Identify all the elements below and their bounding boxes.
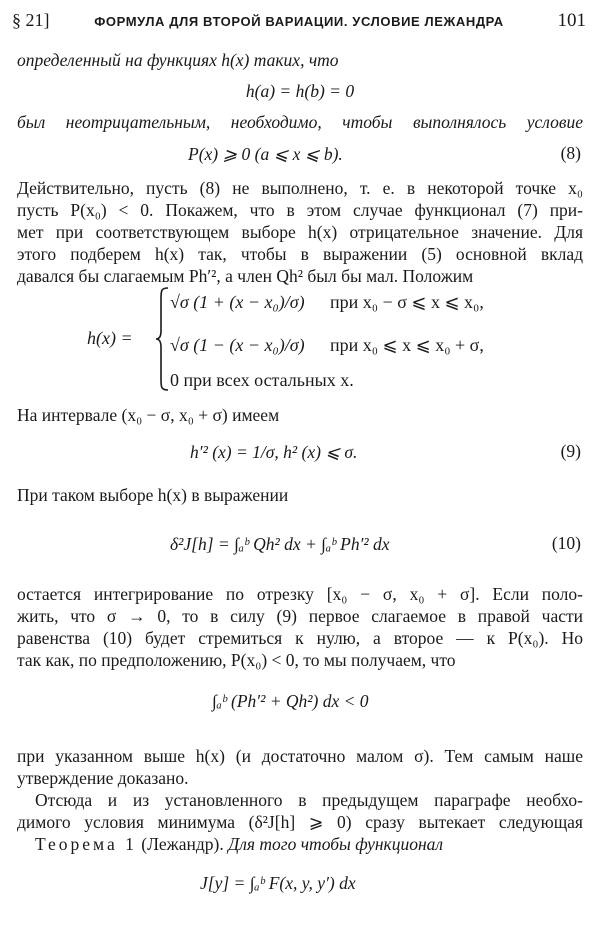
formula-functional: J[y] = ∫ₐᵇ F(x, y, y′) dx — [200, 873, 356, 893]
equation-number-10: (10) — [551, 533, 581, 553]
text-line-1: определенный на функциях h(x) таких, что — [17, 50, 339, 70]
theorem-author: (Лежандр). — [141, 834, 224, 854]
formula-integral-negative: ∫ₐᵇ (Ph′² + Qh²) dx < 0 — [212, 691, 369, 711]
text-line-5: мет при соответствующем выборе h(x) отрицательное значение. Для — [17, 222, 583, 242]
formula-case-3: 0 при всех остальных x. — [170, 370, 354, 390]
running-title: ФОРМУЛА ДЛЯ ВТОРОЙ ВАРИАЦИИ. УСЛОВИЕ ЛЕЖАНДРА — [94, 14, 504, 29]
text-line-13: так как, по предположению, P(x₀) < 0, то мы получаем, что — [17, 650, 456, 670]
text-line-6: этого подберем h(x) так, чтобы в выражении (5) основной вклад — [17, 244, 583, 264]
formula-condition: P(x) ⩾ 0 (a ⩽ x ⩽ b). — [188, 144, 343, 164]
formula-case-1-condition: при x₀ − σ ⩽ x ⩽ x₀, — [330, 292, 484, 312]
theorem-label: Теорема 1 — [35, 834, 137, 854]
formula-second-variation: δ²J[h] = ∫ₐᵇ Qh² dx + ∫ₐᵇ Ph′² dx — [170, 534, 390, 554]
text-line-3: Действительно, пусть (8) не выполнено, т. е. в некоторой точке x₀ — [17, 178, 583, 198]
section-number: § 21] — [12, 10, 50, 30]
page-number: 101 — [557, 10, 586, 31]
text-line-4: пусть P(x₀) < 0. Покажем, что в этом случае функционал (7) при- — [17, 200, 583, 220]
theorem-text: Для того чтобы функционал — [228, 834, 444, 854]
running-header — [12, 10, 586, 34]
text-line-15: утверждение доказано. — [17, 768, 189, 788]
text-line-11: жить, что σ → 0, то в силу (9) первое слагаемое в правой части — [17, 606, 583, 626]
formula-case-2-condition: при x₀ ⩽ x ⩽ x₀ + σ, — [330, 335, 484, 355]
formula-case-2: √σ (1 − (x − x₀)/σ) — [170, 335, 305, 355]
text-line-8: На интервале (x₀ − σ, x₀ + σ) имеем — [17, 405, 280, 425]
text-line-10: остается интегрирование по отрезку [x₀ − σ, x₀ + σ]. Если поло- — [17, 584, 583, 604]
text-line-14: при указанном выше h(x) (и достаточно малом σ). Тем самым наше — [17, 746, 583, 766]
theorem-line — [35, 833, 600, 855]
equation-number-8: (8) — [560, 143, 581, 163]
text-line-9: При таком выборе h(x) в выражении — [17, 485, 289, 505]
text-line-7: давался бы слагаемым Ph′², а член Qh² был бы мал. Положим — [17, 266, 474, 286]
formula-h-lhs: h(x) = — [87, 328, 133, 348]
formula-case-1: √σ (1 + (x − x₀)/σ) — [170, 292, 305, 312]
equation-number-9: (9) — [560, 441, 581, 461]
text-line-17: димого условия минимума (δ²J[h] ⩾ 0) сразу вытекает следующая — [17, 812, 583, 832]
text-line-12: равенства (10) будет стремиться к нулю, а второе — к P(x₀). Но — [17, 628, 583, 648]
text-line-16: Отсюда и из установленного в предыдущем параграфе необхо- — [35, 790, 583, 810]
left-brace-icon — [155, 287, 169, 391]
text-line-2: был неотрицательным, необходимо, чтобы выполнялось условие — [17, 112, 583, 132]
formula-derivative: h′² (x) = 1/σ, h² (x) ⩽ σ. — [190, 442, 358, 462]
formula-boundary: h(a) = h(b) = 0 — [245, 81, 355, 101]
